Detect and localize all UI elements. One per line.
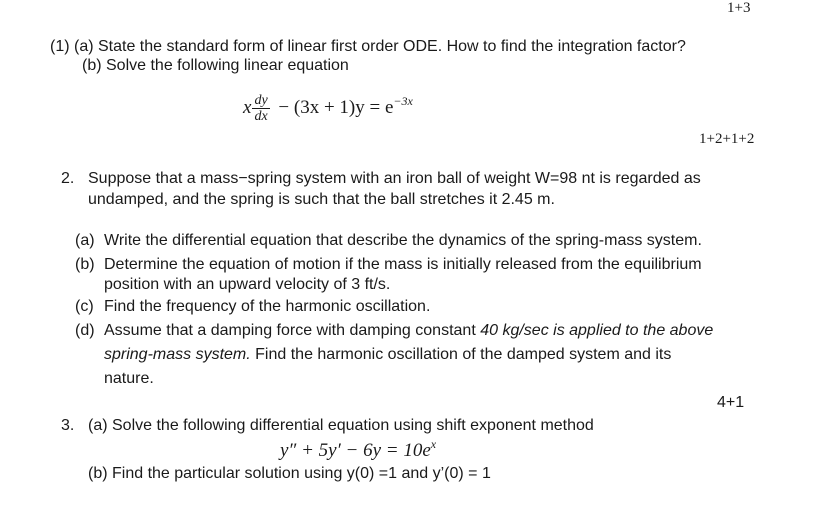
- q2-part-d-line1-italic: 40 kg/sec is applied to the above: [480, 322, 714, 339]
- q1-eq-frac-denominator: dx: [254, 109, 268, 124]
- q1-eq-middle: − (3x + 1)y = e: [273, 96, 394, 118]
- q3-part-a-text: (a) Solve the following differential equation using shift exponent method: [88, 417, 594, 434]
- q2-number: 2.: [61, 170, 75, 187]
- q1-part-a-text: (1) (a) State the standard form of linear first order ODE. How to find the integration factor?: [50, 38, 686, 55]
- q1-marks: 1+3: [727, 0, 751, 16]
- q1-eq-fraction: [252, 93, 269, 124]
- q2-marks: 1+2+1+2: [699, 131, 755, 147]
- q3-equation: [280, 437, 437, 462]
- q2-part-c-label: (c): [75, 298, 94, 315]
- q2-part-d-line2: [104, 346, 671, 364]
- q1-eq-exponent: −3x: [393, 93, 413, 108]
- q2-part-a-text: Write the differential equation that describe the dynamics of the spring-mass system.: [104, 232, 702, 249]
- q2-part-c-text: Find the frequency of the harmonic oscillation.: [104, 298, 431, 315]
- q3-number: 3.: [61, 417, 75, 434]
- q2-part-b-line2: position with an upward velocity of 3 ft/s.: [104, 276, 391, 293]
- q2-intro-line1: Suppose that a mass−spring system with an iron ball of weight W=98 nt is regarded as: [88, 170, 701, 187]
- q2-part-d-line1-normal: Assume that a damping force with damping constant: [104, 322, 481, 339]
- q1-eq-x: x: [243, 96, 252, 118]
- q1-equation: [243, 93, 413, 124]
- q2-part-d-line2-normal: Find the harmonic oscillation of the damped system and its: [250, 346, 672, 363]
- q1-eq-frac-numerator: dy: [254, 93, 268, 108]
- q3-eq-body: y″ + 5y′ − 6y = 10e: [280, 440, 431, 461]
- q2-part-a-label: (a): [75, 232, 95, 249]
- q1-part-b-text: (b) Solve the following linear equation: [82, 57, 349, 74]
- q2-part-d-line3: nature.: [104, 370, 154, 387]
- q2-part-b-line1: Determine the equation of motion if the mass is initially released from the equilibrium: [104, 256, 702, 273]
- q2-part-b-label: (b): [75, 256, 95, 273]
- q2-part-d-line2-italic: spring-mass system.: [104, 346, 251, 363]
- q2-part-d-line1: [104, 322, 713, 340]
- q2-intro-line2: undamped, and the spring is such that the ball stretches it 2.45 m.: [88, 191, 555, 208]
- q3-marks: 4+1: [717, 394, 745, 411]
- q3-eq-exponent: x: [430, 437, 437, 451]
- q3-part-b-text: (b) Find the particular solution using y(0) =1 and y’(0) = 1: [88, 465, 491, 482]
- q2-part-d-label: (d): [75, 322, 95, 339]
